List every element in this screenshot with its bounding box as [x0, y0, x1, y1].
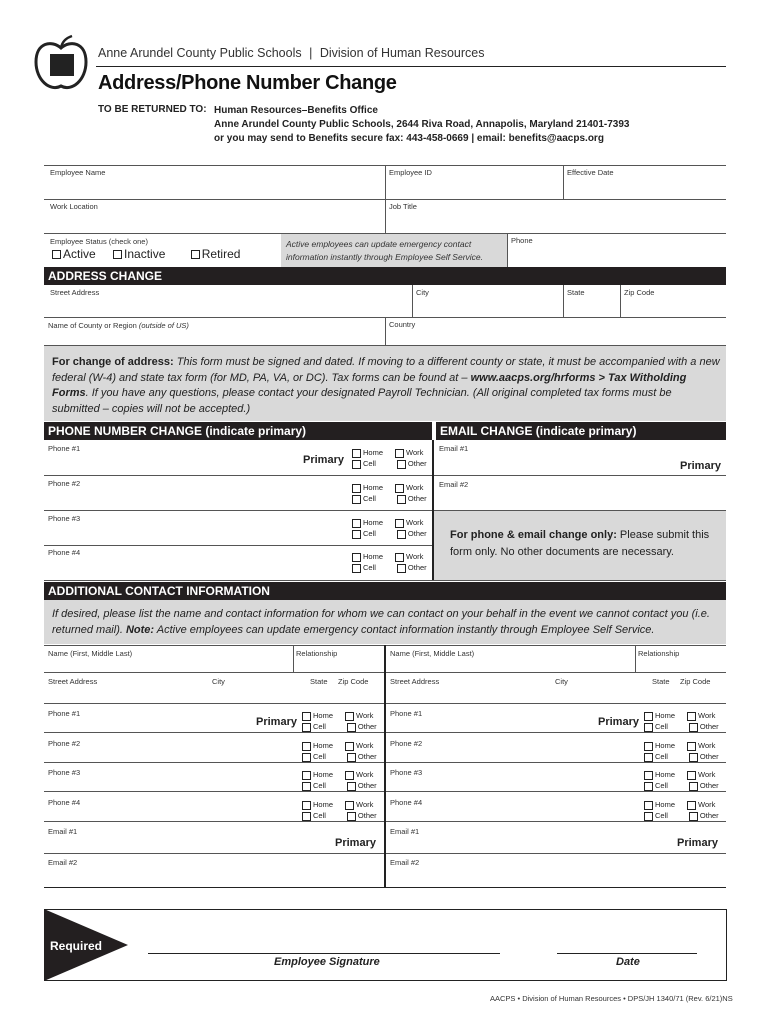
- employee-phone-field[interactable]: [509, 246, 725, 266]
- other-option[interactable]: Other: [347, 780, 377, 791]
- checkbox-icon[interactable]: [345, 801, 354, 810]
- home-option[interactable]: Home: [644, 741, 675, 750]
- contact-2-email-2-label: Email #2: [390, 858, 420, 867]
- email-2-label: Email #2: [439, 480, 469, 489]
- checkbox-icon[interactable]: [352, 460, 361, 469]
- home-option[interactable]: Home: [644, 770, 675, 779]
- return-line-2: Anne Arundel County Public Schools, 2644 Riva Road, Annapolis, Maryland 21401-7393: [214, 119, 630, 130]
- contact-2-relationship-label: Relationship: [638, 649, 680, 658]
- checkbox-icon[interactable]: [644, 753, 653, 762]
- additional-intro: If desired, please list the name and contact information for whom we can contact on your behalf in the event we cannot contact you (i.e. returned mail). Note: Active employees can update emergency contact information instantly through Employee Self Service.: [52, 608, 710, 636]
- contact-2-address-field[interactable]: [386, 688, 726, 702]
- checkbox-icon[interactable]: [352, 449, 361, 458]
- city-label: City: [416, 288, 429, 297]
- contact-2-phone-3-field[interactable]: [386, 776, 586, 790]
- checkbox-icon[interactable]: [397, 460, 406, 469]
- contact-1-name-label: Name (First, Middle Last): [48, 649, 133, 658]
- contact-2-email-1-label: Email #1: [390, 827, 420, 836]
- cell-option[interactable]: Cell: [302, 722, 326, 731]
- contact-2-phone-primary[interactable]: Primary: [598, 716, 639, 728]
- employee-status-label: Employee Status (check one): [50, 237, 148, 246]
- ess-note: Active employees can update emergency contact information instantly through Employee Self Service.: [286, 239, 484, 262]
- contact-1-address-field[interactable]: [44, 688, 384, 702]
- home-option[interactable]: Home: [644, 800, 675, 809]
- contact-1-state-label: State: [310, 677, 328, 686]
- additional-contact-heading: ADDITIONAL CONTACT INFORMATION: [44, 582, 726, 600]
- contact-2-email-primary[interactable]: Primary: [677, 837, 718, 849]
- email-2-field[interactable]: [436, 490, 724, 508]
- checkbox-icon[interactable]: [191, 250, 200, 259]
- cell-option[interactable]: Cell: [352, 529, 376, 538]
- checkbox-icon[interactable]: [687, 742, 696, 751]
- contact-2-phone-1-field[interactable]: [386, 717, 586, 731]
- other-option[interactable]: Other: [397, 458, 427, 469]
- date-line[interactable]: [557, 953, 697, 954]
- checkbox-icon[interactable]: [302, 712, 311, 721]
- phone-type-checkboxes: [302, 740, 377, 762]
- checkbox-icon[interactable]: [644, 712, 653, 721]
- phone-type-checkboxes: [644, 710, 719, 732]
- home-option[interactable]: Home: [302, 741, 333, 750]
- state-label: State: [567, 288, 585, 297]
- contact-1-relationship-label: Relationship: [296, 649, 338, 658]
- signature-box: [44, 909, 727, 981]
- phone-type-checkboxes: [302, 710, 377, 732]
- return-line-1: Human Resources–Benefits Office: [214, 105, 378, 116]
- checkbox-icon[interactable]: [644, 801, 653, 810]
- home-option[interactable]: Home: [352, 518, 383, 527]
- checkbox-icon[interactable]: [352, 519, 361, 528]
- effective-date-label: Effective Date: [567, 168, 614, 177]
- checkbox-icon[interactable]: [395, 553, 404, 562]
- status-active-option[interactable]: Active: [52, 247, 96, 261]
- page-title: Address/Phone Number Change: [98, 72, 397, 94]
- contact-1-email-2-field[interactable]: [44, 868, 374, 884]
- cell-option[interactable]: Cell: [644, 752, 668, 761]
- home-option[interactable]: Home: [352, 448, 383, 457]
- checkbox-icon[interactable]: [302, 812, 311, 821]
- work-option[interactable]: Work: [395, 447, 423, 458]
- home-option[interactable]: Home: [644, 711, 675, 720]
- phone-2-field[interactable]: [44, 487, 294, 505]
- checkbox-icon[interactable]: [689, 723, 698, 732]
- contact-2-zip-label: Zip Code: [680, 677, 711, 686]
- cell-option[interactable]: Cell: [302, 811, 326, 820]
- other-option[interactable]: Other: [347, 810, 377, 821]
- country-field[interactable]: [387, 330, 725, 344]
- other-option[interactable]: Other: [689, 751, 719, 762]
- email-change-heading: EMAIL CHANGE (indicate primary): [436, 422, 726, 440]
- other-option[interactable]: Other: [689, 810, 719, 821]
- job-title-label: Job Title: [389, 202, 417, 211]
- effective-date-field[interactable]: [565, 178, 725, 198]
- work-option[interactable]: Work: [345, 769, 373, 780]
- zip-code-label: Zip Code: [624, 288, 655, 297]
- date-label: Date: [616, 956, 640, 968]
- checkbox-icon[interactable]: [352, 484, 361, 493]
- checkbox-icon[interactable]: [644, 723, 653, 732]
- contact-2-phone-4-label: Phone #4: [390, 798, 423, 807]
- contact-1-phone-3-label: Phone #3: [48, 768, 81, 777]
- contact-1-phone-2-label: Phone #2: [48, 739, 81, 748]
- work-option[interactable]: Work: [345, 799, 373, 810]
- other-option[interactable]: Other: [689, 721, 719, 732]
- checkbox-icon[interactable]: [644, 742, 653, 751]
- county-field[interactable]: [44, 330, 384, 344]
- contact-1-phone-primary[interactable]: Primary: [256, 716, 297, 728]
- status-retired-option[interactable]: Retired: [191, 247, 241, 261]
- home-option[interactable]: Home: [352, 552, 383, 561]
- email-1-label: Email #1: [439, 444, 469, 453]
- contact-2-email-1-field[interactable]: [386, 836, 666, 852]
- work-location-label: Work Location: [50, 202, 98, 211]
- contact-1-phone-4-field[interactable]: [44, 806, 244, 820]
- work-location-field[interactable]: [44, 212, 384, 232]
- phone-4-label: Phone #4: [48, 548, 81, 557]
- checkbox-icon[interactable]: [345, 742, 354, 751]
- checkbox-icon[interactable]: [302, 771, 311, 780]
- phone-3-label: Phone #3: [48, 514, 81, 523]
- contact-2-city-label: City: [555, 677, 568, 686]
- home-option[interactable]: Home: [352, 483, 383, 492]
- checkbox-icon[interactable]: [345, 771, 354, 780]
- checkbox-icon[interactable]: [347, 723, 356, 732]
- checkbox-icon[interactable]: [644, 771, 653, 780]
- contact-1-name-field[interactable]: [44, 658, 284, 671]
- cell-option[interactable]: Cell: [644, 781, 668, 790]
- checkbox-icon[interactable]: [644, 782, 653, 791]
- phone-2-label: Phone #2: [48, 479, 81, 488]
- street-address-label: Street Address: [50, 288, 100, 297]
- division-name: Division of Human Resources: [319, 46, 485, 60]
- contact-1-email-1-field[interactable]: [44, 836, 324, 852]
- contact-2-name-label: Name (First, Middle Last): [390, 649, 475, 658]
- email-1-primary[interactable]: Primary: [680, 460, 721, 472]
- contact-2-phone-1-label: Phone #1: [390, 709, 423, 718]
- other-option[interactable]: Other: [347, 751, 377, 762]
- job-title-field[interactable]: [387, 212, 725, 232]
- checkbox-icon[interactable]: [345, 712, 354, 721]
- checkbox-icon[interactable]: [689, 753, 698, 762]
- contact-1-email-1-label: Email #1: [48, 827, 78, 836]
- work-option[interactable]: Work: [345, 710, 373, 721]
- contact-2-state-label: State: [652, 677, 670, 686]
- checkbox-icon[interactable]: [397, 564, 406, 573]
- return-label: TO BE RETURNED TO:: [98, 104, 207, 115]
- city-field[interactable]: [414, 298, 562, 316]
- contact-2-phone-2-field[interactable]: [386, 747, 586, 761]
- work-option[interactable]: Work: [687, 799, 715, 810]
- phone-1-primary[interactable]: Primary: [303, 454, 344, 466]
- checkbox-icon[interactable]: [352, 553, 361, 562]
- cell-option[interactable]: Cell: [352, 459, 376, 468]
- other-option[interactable]: Other: [397, 562, 427, 573]
- checkbox-icon[interactable]: [352, 564, 361, 573]
- phone-type-checkboxes: [644, 769, 719, 791]
- phone-type-checkboxes: [352, 551, 427, 573]
- cell-option[interactable]: Cell: [644, 722, 668, 731]
- contact-1-email-primary[interactable]: Primary: [335, 837, 376, 849]
- other-option[interactable]: Other: [397, 528, 427, 539]
- checkbox-icon[interactable]: [52, 250, 61, 259]
- checkbox-icon[interactable]: [644, 812, 653, 821]
- other-option[interactable]: Other: [397, 493, 427, 504]
- home-option[interactable]: Home: [302, 770, 333, 779]
- contact-2-street-label: Street Address: [390, 677, 440, 686]
- checkbox-icon[interactable]: [397, 495, 406, 504]
- email-1-field[interactable]: [436, 456, 676, 474]
- phone-type-checkboxes: [644, 740, 719, 762]
- work-option[interactable]: Work: [687, 710, 715, 721]
- work-option[interactable]: Work: [687, 769, 715, 780]
- checkbox-icon[interactable]: [302, 801, 311, 810]
- employee-name-label: Employee Name: [50, 168, 106, 177]
- contact-2-phone-3-label: Phone #3: [390, 768, 423, 777]
- state-field[interactable]: [565, 298, 619, 316]
- checkbox-icon[interactable]: [347, 812, 356, 821]
- contact-2-phone-4-field[interactable]: [386, 806, 586, 820]
- status-inactive-option[interactable]: Inactive: [113, 247, 165, 261]
- checkbox-icon[interactable]: [302, 753, 311, 762]
- address-change-heading: ADDRESS CHANGE: [44, 267, 726, 285]
- checkbox-icon[interactable]: [397, 530, 406, 539]
- checkbox-icon[interactable]: [687, 801, 696, 810]
- checkbox-icon[interactable]: [687, 771, 696, 780]
- other-option[interactable]: Other: [347, 721, 377, 732]
- cell-option[interactable]: Cell: [352, 563, 376, 572]
- cell-option[interactable]: Cell: [302, 781, 326, 790]
- phone-4-field[interactable]: [44, 556, 294, 574]
- checkbox-icon[interactable]: [687, 712, 696, 721]
- contact-1-phone-4-label: Phone #4: [48, 798, 81, 807]
- phone-type-checkboxes: [644, 799, 719, 821]
- checkbox-icon[interactable]: [302, 782, 311, 791]
- phone-type-checkboxes: [352, 482, 427, 504]
- contact-1-phone-1-field[interactable]: [44, 717, 244, 731]
- contact-1-phone-2-field[interactable]: [44, 747, 244, 761]
- checkbox-icon[interactable]: [352, 530, 361, 539]
- contact-1-phone-3-field[interactable]: [44, 776, 244, 790]
- contact-1-zip-label: Zip Code: [338, 677, 369, 686]
- work-option[interactable]: Work: [395, 517, 423, 528]
- phone-type-checkboxes: [302, 769, 377, 791]
- checkbox-icon[interactable]: [395, 484, 404, 493]
- employee-id-label: Employee ID: [389, 168, 432, 177]
- employee-id-field[interactable]: [387, 178, 562, 198]
- home-option[interactable]: Home: [302, 800, 333, 809]
- contact-2-email-2-field[interactable]: [386, 868, 716, 884]
- checkbox-icon[interactable]: [352, 495, 361, 504]
- work-option[interactable]: Work: [395, 551, 423, 562]
- checkbox-icon[interactable]: [347, 753, 356, 762]
- checkbox-icon[interactable]: [689, 782, 698, 791]
- zip-field[interactable]: [622, 298, 725, 316]
- cell-option[interactable]: Cell: [644, 811, 668, 820]
- country-label: Country: [389, 320, 416, 329]
- apple-logo-icon: [32, 34, 90, 94]
- work-option[interactable]: Work: [687, 740, 715, 751]
- phone-1-label: Phone #1: [48, 444, 81, 453]
- checkbox-icon[interactable]: [113, 250, 122, 259]
- required-label: Required: [50, 939, 103, 953]
- phone-type-checkboxes: [352, 447, 427, 469]
- phone-3-field[interactable]: [44, 522, 294, 540]
- address-notice: For change of address: This form must be signed and dated. If moving to a different county or state, it must be accompanied with a new federal (W-4) and state tax form (for MD, PA, VA, or DC). Tax forms can be found at – www.aacps.org/hrforms > Tax Witholding Forms. If you have any questions, please contact your designated Payroll Technician. (All original completed tax forms must be submitted – copies will not be accepted.): [52, 356, 720, 415]
- work-option[interactable]: Work: [395, 482, 423, 493]
- employee-signature-label: Employee Signature: [274, 956, 380, 968]
- checkbox-icon[interactable]: [395, 449, 404, 458]
- return-line-3: or you may send to Benefits secure fax: 443-458-0669 | email: benefits@aacps.org: [214, 133, 604, 144]
- contact-2-name-field[interactable]: [386, 658, 626, 671]
- employee-name-field[interactable]: [44, 178, 384, 198]
- county-label: Name of County or Region (outside of US): [48, 321, 189, 330]
- phone-email-note: For phone & email change only: Please submit this form only. No other documents are necessary.: [450, 529, 710, 558]
- checkbox-icon[interactable]: [302, 742, 311, 751]
- contact-1-street-label: Street Address: [48, 677, 98, 686]
- footer-text: AACPS • Division of Human Resources • DPS/JH 1340/71 (Rev. 6/21)NS: [490, 994, 733, 1003]
- phone-1-field[interactable]: [44, 452, 294, 470]
- contact-1-city-label: City: [212, 677, 225, 686]
- work-option[interactable]: Work: [345, 740, 373, 751]
- checkbox-icon[interactable]: [395, 519, 404, 528]
- contact-2-phone-2-label: Phone #2: [390, 739, 423, 748]
- cell-option[interactable]: Cell: [352, 494, 376, 503]
- checkbox-icon[interactable]: [689, 812, 698, 821]
- cell-option[interactable]: Cell: [302, 752, 326, 761]
- checkbox-icon[interactable]: [347, 782, 356, 791]
- home-option[interactable]: Home: [302, 711, 333, 720]
- employee-signature-line[interactable]: [148, 953, 500, 954]
- other-option[interactable]: Other: [689, 780, 719, 791]
- phone-change-heading: PHONE NUMBER CHANGE (indicate primary): [44, 422, 432, 440]
- checkbox-icon[interactable]: [302, 723, 311, 732]
- contact-1-phone-1-label: Phone #1: [48, 709, 81, 718]
- phone-type-checkboxes: [352, 517, 427, 539]
- phone-label: Phone: [511, 236, 533, 245]
- phone-type-checkboxes: [302, 799, 377, 821]
- org-name: Anne Arundel County Public Schools: [98, 46, 302, 60]
- street-address-field[interactable]: [44, 298, 411, 316]
- contact-1-email-2-label: Email #2: [48, 858, 78, 867]
